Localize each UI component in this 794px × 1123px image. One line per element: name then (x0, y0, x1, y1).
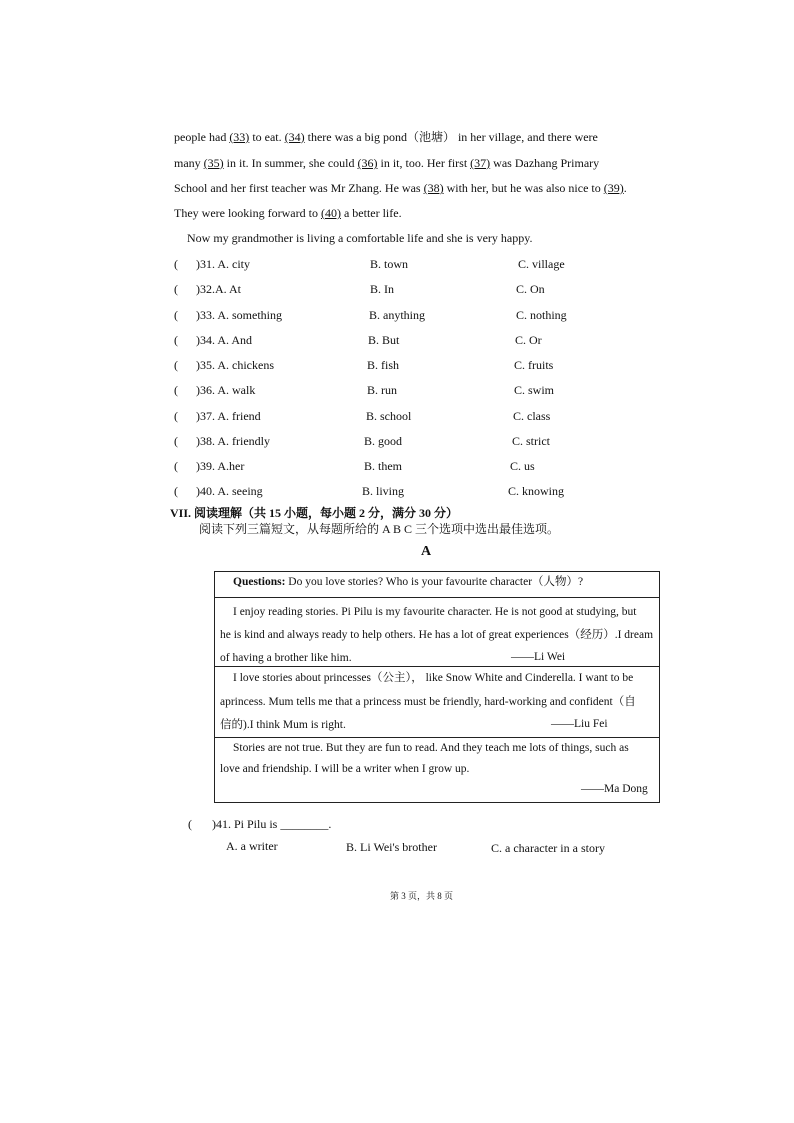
blank-38: (38) (423, 181, 444, 195)
option-row-39: ( )39. A.her B. them C. us (174, 459, 535, 473)
box-ma-dong: Stories are not true. But they are fun to read. And they teach me lots of things, such as love and friendship. I will be a writer when I grow up. ——Ma Dong (220, 742, 648, 795)
blank-34: (34) (284, 130, 305, 144)
question-41-option-a: A. a writer (226, 839, 278, 853)
option-row-33: ( )33. A. something B. anything C. nothing (174, 308, 567, 322)
passage-line-3: School and her first teacher was Mr Zhang. He was (38) with her, but he was also nice to (39). (174, 181, 627, 195)
box-li-wei: I enjoy reading stories. Pi Pilu is my favourite character. He is not good at studying, but he is kind and always ready to help others. He has a lot of great experiences（经历）.I dream of having a brother like him. ——Li Wei (215, 598, 659, 667)
box-liu-fei: I love stories about princesses（公主）， like Snow White and Cinderella. I want to be aprincess. Mum tells me that a princess must be friendly, hard-working and confident（自 信的).I think Mum is right. ——Liu Fei (215, 667, 659, 738)
question-41-option-c: C. a character in a story (491, 841, 605, 855)
option-row-32: ( )32.A. At B. In C. On (174, 282, 545, 296)
box-question: Questions: Do you love stories? Who is your favourite character（人物）? (233, 576, 584, 588)
blank-33: (33) (229, 130, 250, 144)
question-41-paren: ( (188, 817, 192, 831)
page-footer: 第 3 页，共 8 页 (390, 891, 454, 901)
option-row-31: ( )31. A. city B. town C. village (174, 257, 565, 271)
blank-35: (35) (203, 156, 224, 170)
blank-36: (36) (357, 156, 378, 170)
signature-li-wei: ——Li Wei (511, 651, 566, 663)
option-row-35: ( )35. A. chickens B. fish C. fruits (174, 358, 554, 372)
blank-40: (40) (320, 206, 341, 220)
section-instruction: 阅读下列三篇短文，从每题所给的 A B C 三个选项中选出最佳选项。 (199, 522, 560, 536)
option-row-34: ( )34. A. And B. But C. Or (174, 333, 542, 347)
passage-title: A (421, 544, 432, 559)
section-heading: VII. 阅读理解（共 15 小题，每小题 2 分，满分 30 分） (170, 506, 459, 520)
option-row-38: ( )38. A. friendly B. good C. strict (174, 434, 550, 448)
option-row-37: ( )37. A. friend B. school C. class (174, 409, 551, 423)
passage-line-2: many (35) in it. In summer, she could (36) in it, too. Her first (37) was Dazhang Primary (174, 156, 600, 170)
option-row-40: ( )40. A. seeing B. living C. knowing (174, 484, 565, 498)
blank-37: (37) (470, 156, 491, 170)
passage-line-1: people had (33) to eat. (34) there was a big pond（池塘） in her village, and there were (174, 130, 598, 144)
signature-liu-fei: ——Liu Fei (551, 718, 608, 730)
option-row-36: ( )36. A. walk B. run C. swim (174, 383, 555, 397)
question-41-option-b: B. Li Wei's brother (346, 840, 437, 854)
signature-ma-dong: ——Ma Dong (581, 783, 648, 795)
question-41-stem: )41. Pi Pilu is ________. (212, 817, 332, 831)
reading-box (214, 571, 660, 803)
passage-line-4: They were looking forward to (40) a better life. (174, 206, 402, 220)
passage-line-5: Now my grandmother is living a comfortable life and she is very happy. (187, 231, 533, 245)
box-question-row (215, 572, 659, 598)
blank-39: (39) (603, 181, 624, 195)
